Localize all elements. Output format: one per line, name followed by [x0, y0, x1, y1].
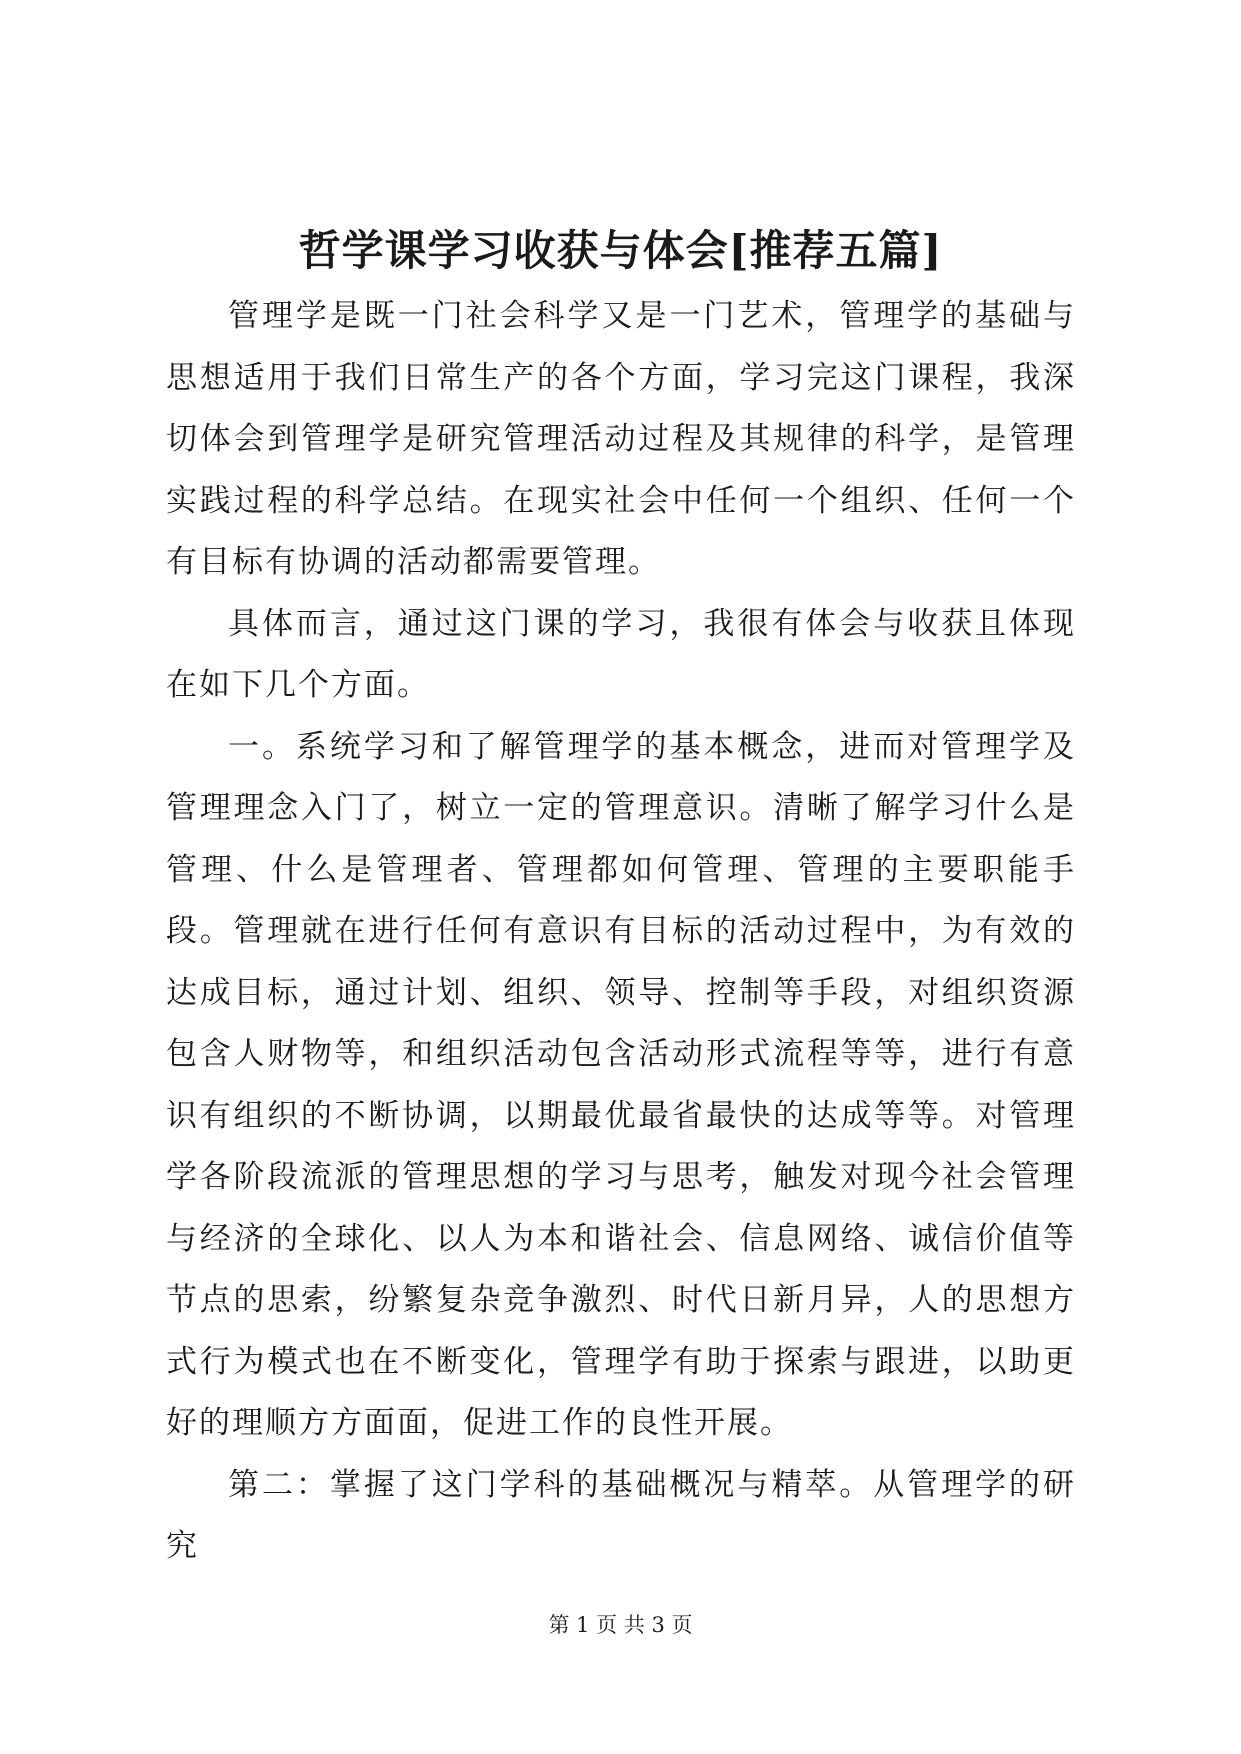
paragraph-summary: 具体而言，通过这门课的学习，我很有体会与收获且体现在如下几个方面。	[166, 605, 1076, 703]
page-number-footer: 第 1 页 共 3 页	[548, 1613, 693, 1637]
document-body	[166, 286, 1076, 1578]
paragraph-point-two: 第二：掌握了这门学科的基础概况与精萃。从管理学的研究	[166, 1466, 1076, 1564]
paragraph-intro: 管理学是既一门社会科学又是一门艺术，管理学的基础与思想适用于我们日常生产的各个方面，学习完这门课程，我深切体会到管理学是研究管理活动过程及其规律的科学，是管理实践过程的科学总结。在现实社会中任何一个组织、任何一个有目标有协调的活动都需要管理。	[166, 298, 1076, 580]
paragraph-point-one: 一。系统学习和了解管理学的基本概念，进而对管理学及管理理念入门了，树立一定的管理意识。清晰了解学习什么是管理、什么是管理者、管理都如何管理、管理的主要职能手段。管理就在进行任何有意识有目标的活动过程中，为有效的达成目标，通过计划、组织、领导、控制等手段，对组织资源包含人财物等，和组织活动包含活动形式流程等等，进行有意识有组织的不断协调，以期最优最省最快的达成等等。对管理学各阶段流派的管理思想的学习与思考，触发对现今社会管理与经济的全球化、以人为本和谐社会、信息网络、诚信价值等节点的思索，纷繁复杂竞争激烈、时代日新月异，人的思想方式行为模式也在不断变化，管理学有助于探索与跟进，以助更好的理顺方方面面，促进工作的良性开展。	[166, 728, 1076, 1441]
document-title: 哲学课学习收获与体会[推荐五篇]	[298, 226, 943, 275]
